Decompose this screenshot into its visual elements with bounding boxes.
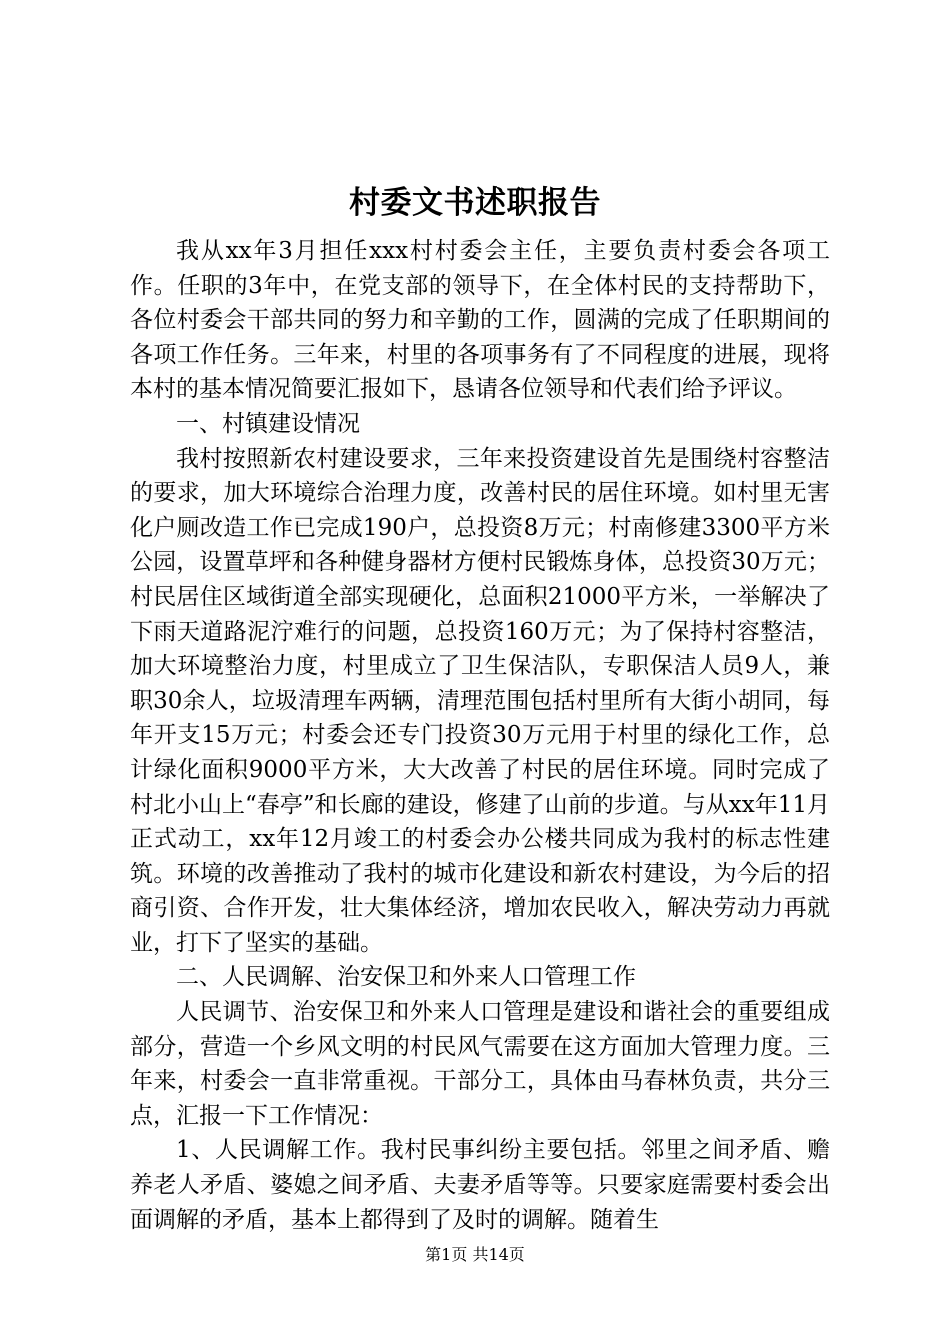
mediation-work-paragraph: 1、人民调解工作。我村民事纠纷主要包括。邻里之间矛盾、赡养老人矛盾、婆媳之间矛盾、夫妻矛盾等等。只要家庭需要村委会出面调解的矛盾，基本上都得到了及时的调解。随着生 — [130, 1137, 830, 1233]
mediation-security-paragraph: 人民调节、治安保卫和外来人口管理是建设和谐社会的重要组成部分，营造一个乡风文明的村民风气需要在这方面加大管理力度。三年来，村委会一直非常重视。干部分工，具体由马春林负责，共分三点，汇报一下工作情况： — [130, 999, 830, 1129]
page-footer: 第1页 共14页 — [425, 1245, 525, 1264]
village-construction-paragraph: 我村按照新农村建设要求，三年来投资建设首先是围绕村容整洁的要求，加大环境综合治理力度，改善村民的居住环境。如村里无害化户厕改造工作已完成190户，总投资8万元；村南修建3300平方米公园，设置草坪和各种健身器材方便村民锻炼身体，总投资30万元；村民居住区域街道全部实现硬化，总面积21000平方米，一举解决了下雨天道路泥泞难行的问题，总投资160万元；为了保持村容整洁，加大环境整治力度，村里成立了卫生保洁队，专职保洁人员9人，兼职30余人，垃圾清理车两辆，清理范围包括村里所有大街小胡同，每年开支15万元；村委会还专门投资30万元用于村里的绿化工作，总计绿化面积9000平方米，大大改善了村民的居住环境。同时完成了村北小山上“春亭”和长廊的建设，修建了山前的步道。与从xx年11月正式动工，xx年12月竣工的村委会办公楼共同成为我村的标志性建筑。环境的改善推动了我村的城市化建设和新农村建设，为今后的招商引资、合作开发，壮大集体经济，增加农民收入，解决劳动力再就业，打下了坚实的基础。 — [130, 445, 830, 956]
intro-paragraph: 我从xx年3月担任xxx村村委会主任，主要负责村委会各项工作。任职的3年中，在党支部的领导下，在全体村民的支持帮助下，各位村委会干部共同的努力和辛勤的工作，圆满的完成了任职期间的各项工作任务。三年来，村里的各项事务有了不同程度的进展，现将本村的基本情况简要汇报如下，恳请各位领导和代表们给予评议。 — [130, 238, 830, 403]
section-heading-mediation-security: 二、人民调解、治安保卫和外来人口管理工作 — [176, 964, 636, 991]
document-title: 村委文书述职报告 — [349, 185, 601, 221]
document-body — [130, 234, 830, 1237]
section-heading-village-construction: 一、村镇建设情况 — [176, 410, 360, 437]
